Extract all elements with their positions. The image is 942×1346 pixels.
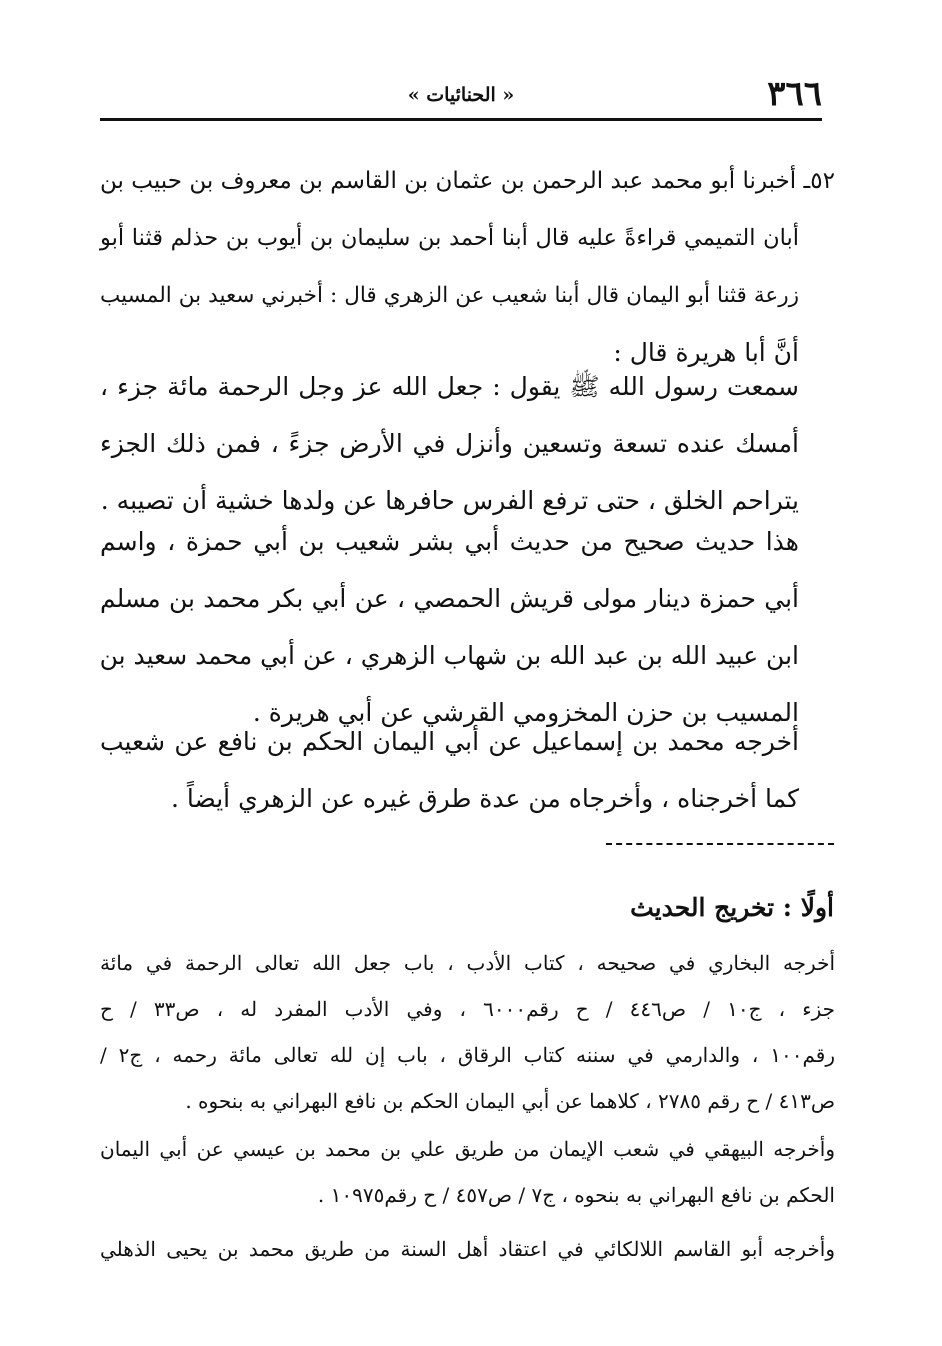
page-number: ٣٦٦ bbox=[767, 74, 822, 114]
isnad-line: أنَّ أبا هريرة قال : bbox=[613, 338, 799, 367]
takhrij-line: كما أخرجناه ، وأخرجاه من عدة طرق غيره عن الزهري أيضاً . bbox=[171, 784, 799, 813]
matn-line: سمعت رسول الله ﷺ يقول : جعل الله عز وجل الرحمة مائة جزء ، bbox=[100, 372, 799, 401]
footnote-separator bbox=[606, 843, 834, 845]
isnad-line: أبان التميمي قراءةً عليه قال أبنا أحمد بن سليمان بن أيوب بن حذلم قثنا أبو bbox=[100, 225, 799, 251]
footnote-line: الحكم بن نافع البهراني به بنحوه ، ج٧ / ص٤٥٧ / ح رقم١٠٩٧٥ . bbox=[317, 1183, 835, 1207]
footnote-heading: أولًا : تخريج الحديث bbox=[630, 893, 834, 922]
footnote-line: رقم١٠٠ ، والدارمي في سننه كتاب الرقاق ، باب إن لله تعالى مائة رحمه ، ج٢ / bbox=[100, 1043, 835, 1067]
footnote-line: وأخرجه أبو القاسم اللالكائي في اعتقاد أهل السنة من طريق محمد بن يحيى الذهلي bbox=[100, 1237, 835, 1261]
isnad-line: زرعة قثنا أبو اليمان قال أبنا شعيب عن الزهري قال : أخبرني سعيد بن المسيب bbox=[100, 283, 799, 308]
grading-line: هذا حديث صحيح من حديث أبي بشر شعيب بن أبي حمزة ، واسم bbox=[100, 527, 799, 556]
footnote-line: وأخرجه البيهقي في شعب الإيمان من طريق علي بن محمد بن عيسي عن أبي اليمان bbox=[100, 1137, 835, 1161]
footnote-line: أخرجه البخاري في صحيحه ، كتاب الأدب ، باب جعل الله تعالى الرحمة في مائة bbox=[100, 951, 835, 975]
footnote-line: جزء ، ج١٠ / ص٤٤٦ / ح رقم٦٠٠٠ ، وفي الأدب المفرد له ، ص٣٣ / ح bbox=[100, 997, 835, 1021]
footnote-paragraph-2 bbox=[100, 1126, 835, 1218]
takhrij-line: أخرجه محمد بن إسماعيل عن أبي اليمان الحكم بن نافع عن شعيب bbox=[100, 727, 799, 756]
grading-line: أبي حمزة دينار مولى قريش الحمصي ، عن أبي بكر محمد بن مسلم bbox=[100, 584, 799, 613]
footnote-paragraph-3 bbox=[100, 1226, 835, 1272]
hadith-grading bbox=[100, 513, 835, 741]
hadith-takhrij bbox=[100, 713, 835, 827]
matn-line: يتراحم الخلق ، حتى ترفع الفرس حافرها عن ولدها خشية أن تصيبه . bbox=[100, 486, 799, 515]
grading-line: المسيب بن حزن المخزومي القرشي عن أبي هريرة . bbox=[252, 698, 799, 727]
book-title: « الحنائيات » bbox=[407, 84, 515, 106]
running-header bbox=[100, 74, 822, 121]
matn-line: أمسك عنده تسعة وتسعين وأنزل في الأرض جزءً ، فمن ذلك الجزء bbox=[100, 429, 800, 458]
isnad-line: ٥٢ـ أخبرنا أبو محمد عبد الرحمن بن عثمان بن القاسم بن معروف بن حبيب بن bbox=[100, 168, 835, 194]
hadith-matn bbox=[100, 358, 835, 529]
footnote-line: ص٤١٣ / ح رقم ٢٧٨٥ ، كلاهما عن أبي اليمان الحكم بن نافع البهراني به بنحوه . bbox=[185, 1089, 835, 1113]
hadith-isnad bbox=[100, 153, 835, 381]
footnote-paragraph-1 bbox=[100, 940, 835, 1124]
grading-line: ابن عبيد الله بن عبد الله بن شهاب الزهري ، عن أبي محمد سعيد بن bbox=[99, 641, 799, 670]
